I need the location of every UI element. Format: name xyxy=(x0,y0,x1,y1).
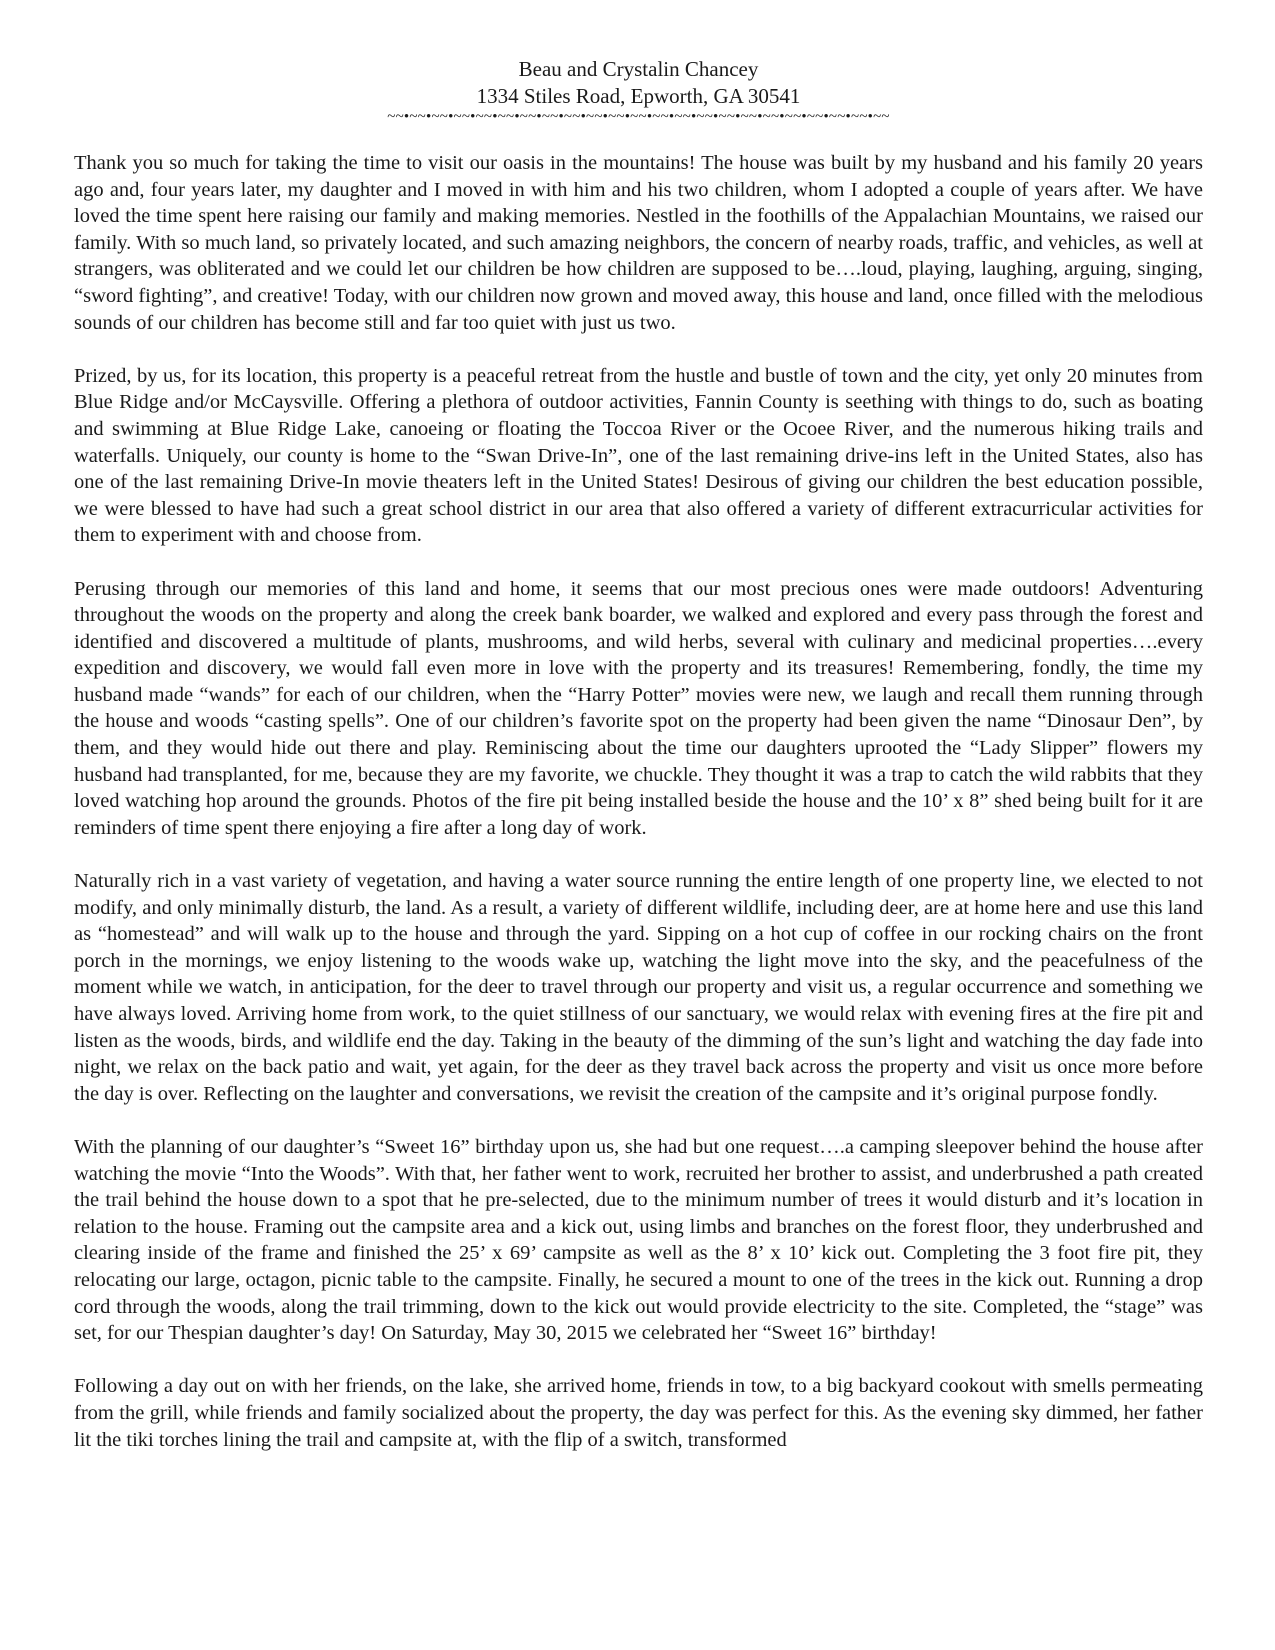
letter-header xyxy=(74,56,1203,124)
sender-address: 1334 Stiles Road, Epworth, GA 30541 xyxy=(476,84,801,108)
paragraph-location: Prized, by us, for its location, this property is a peaceful retreat from the hustle and bustle of town and the city, yet only 20 minutes from Blue Ridge and/or McCaysville. Offering a plethora of outdoor activities, Fannin County is seething with things to do, such as boating and swimming at Blue Ridge Lake, canoeing or floating the Toccoa River or the Ocoee River, and the numerous hiking trails and waterfalls. Uniquely, our county is home to the “Swan Drive-In”, one of the last remaining drive-ins left in the United States, also has one of the last remaining Drive-In movie theaters left in the United States! Desirous of giving our children the best education possible, we were blessed to have had such a great school district in our area that also offered a variety of different extracurricular activities for them to experiment with and choose from. xyxy=(74,364,1203,547)
sender-names: Beau and Crystalin Chancey xyxy=(518,57,759,81)
paragraph-birthday: Following a day out on with her friends, on the lake, she arrived home, friends in tow, to a big backyard cookout with smells permeating from the grill, while friends and family socialized about the property, the day was perfect for this. As the evening sky dimmed, her father lit the tiki torches lining the trail and campsite at, with the flip of a switch, transformed xyxy=(74,1375,1203,1451)
header-divider: ~~•~~•~~•~~•~~•~~•~~•~~•~~•~~•~~•~~•~~•~~•~~•~~•~~•~~•~~•~~•~~•~~•~~ xyxy=(387,110,890,124)
paragraph-nature: Naturally rich in a vast variety of vegetation, and having a water source running the entire length of one property line, we elected to not modify, and only minimally disturb, the land. As a result, a variety of different wildlife, including deer, are at home here and use this land as “homestead” and will walk up to the house and through the yard. Sipping on a hot cup of coffee in our rocking chairs on the front porch in the mornings, we enjoy listening to the woods wake up, watching the light move into the sky, and the peacefulness of the moment while we watch, in anticipation, for the deer to travel through our property and visit us, a regular occurrence and something we have always loved. Arriving home from work, to the quiet stillness of our sanctuary, we would relax with evening fires at the fire pit and listen as the woods, birds, and wildlife end the day. Taking in the beauty of the dimming of the sun’s light and watching the day fade into night, we relax on the back patio and wait, yet again, for the deer as they travel back across the property and visit us once more before the day is over. Reflecting on the laughter and conversations, we revisit the creation of the campsite and it’s original purpose fondly. xyxy=(74,870,1203,1105)
letter-page xyxy=(74,56,1203,1480)
paragraph-memories: Perusing through our memories of this land and home, it seems that our most precious ones were made outdoors! Adventuring throughout the woods on the property and along the creek bank boarder, we walked and explored and every pass through the forest and identified and discovered a multitude of plants, mushrooms, and wild herbs, several with culinary and medicinal properties….every expedition and discovery, we would fall even more in love with the property and its treasures! Remembering, fondly, the time my husband made “wands” for each of our children, when the “Harry Potter” movies were new, we laugh and recall them running through the house and woods “casting spells”. One of our children’s favorite spot on the property had been given the name “Dinosaur Den”, by them, and they would hide out there and play. Reminiscing about the time our daughters uprooted the “Lady Slipper” flowers my husband had transplanted, for me, because they are my favorite, we chuckle. They thought it was a trap to catch the wild rabbits that they loved watching hop around the grounds. Photos of the fire pit being installed beside the house and the 10’ x 8” shed being built for it are reminders of time spent there enjoying a fire after a long day of work. xyxy=(74,577,1203,839)
paragraph-welcome: Thank you so much for taking the time to visit our oasis in the mountains! The house was built by my husband and his family 20 years ago and, four years later, my daughter and I moved in with him and his two children, whom I adopted a couple of years after. We have loved the time spent here raising our family and making memories. Nestled in the foothills of the Appalachian Mountains, we raised our family. With so much land, so privately located, and such amazing neighbors, the concern of nearby roads, traffic, and vehicles, as well at strangers, was obliterated and we could let our children be how children are supposed to be….loud, playing, laughing, arguing, singing, “sword fighting”, and creative! Today, with our children now grown and moved away, this house and land, once filled with the melodious sounds of our children has become still and far too quiet with just us two. xyxy=(74,152,1204,334)
paragraph-campsite: With the planning of our daughter’s “Sweet 16” birthday upon us, she had but one request….a camping sleepover behind the house after watching the movie “Into the Woods”. With that, her father went to work, recruited her brother to assist, and underbrushed a path created the trail behind the house down to a spot that he pre-selected, due to the minimum number of trees it would disturb and it’s location in relation to the house. Framing out the campsite area and a kick out, using limbs and branches on the forest floor, they underbrushed and clearing inside of the frame and finished the 25’ x 69’ campsite as well as the 8’ x 10’ kick out. Completing the 3 foot fire pit, they relocating our large, octagon, picnic table to the campsite. Finally, he secured a mount to one of the trees in the kick out. Running a drop cord through the woods, along the trail trimming, down to the kick out would provide electricity to the site. Completed, the “stage” was set, for our Thespian daughter’s day! On Saturday, May 30, 2015 we celebrated her “Sweet 16” birthday! xyxy=(74,1135,1203,1345)
letter-body xyxy=(74,150,1203,1453)
